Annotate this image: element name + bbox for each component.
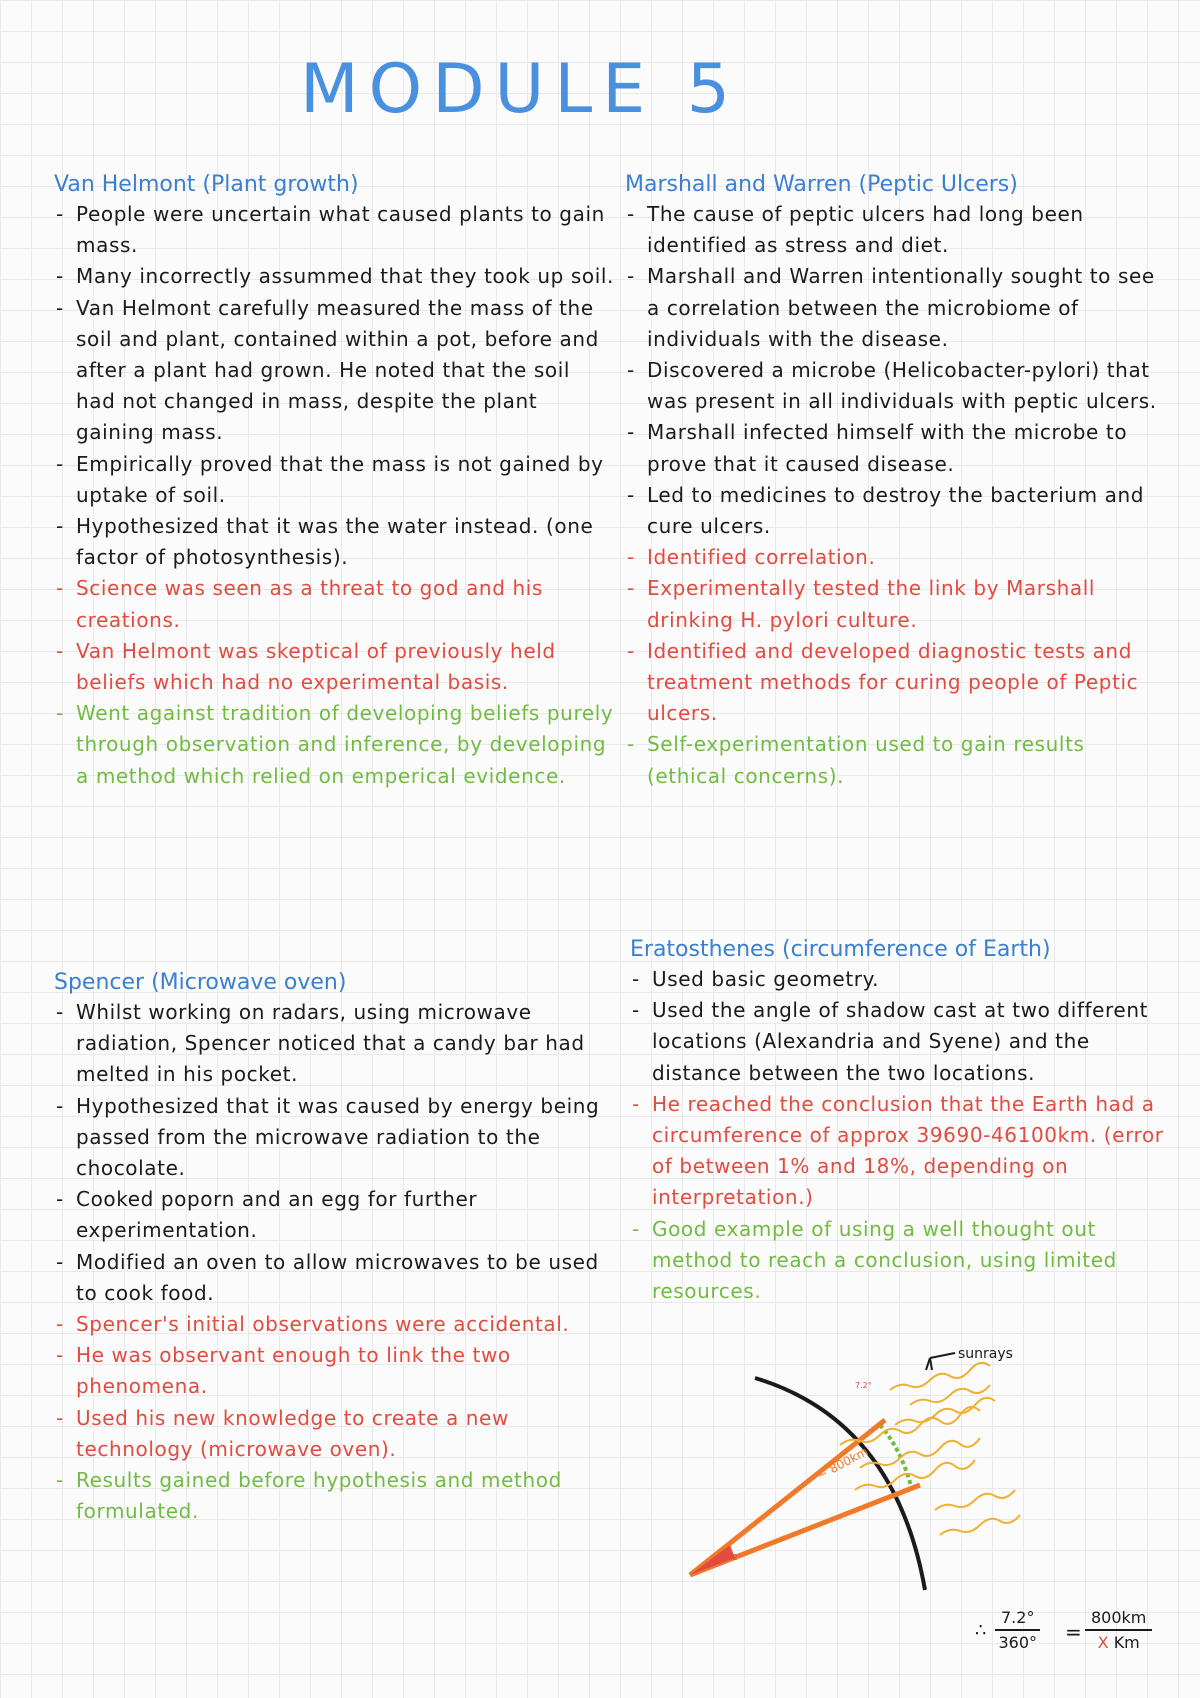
- section-eratosthenes: [630, 937, 1170, 1307]
- fraction-denominator: 360°: [998, 1633, 1037, 1652]
- angle-fraction: [995, 1608, 1040, 1652]
- section-title: Marshall and Warren (Peptic Ulcers): [625, 172, 1018, 197]
- note-evaluation: - He reached the conclusion that the Earth had a circumference of approx 39690-46100km. (error of between 1% and 18%, depending on interpretation.): [630, 1089, 1170, 1214]
- note-evaluation: - Identified correlation.: [625, 542, 1165, 573]
- note-evaluation: - Spencer's initial observations were accidental.: [54, 1309, 614, 1340]
- note: - Cooked poporn and an egg for further experimentation.: [54, 1184, 614, 1246]
- earth-circumference-diagram: [680, 1350, 1060, 1610]
- note: - Whilst working on radars, using microwave radiation, Spencer noticed that a candy bar had melted in his pocket.: [54, 997, 614, 1091]
- page-title: MODULE 5: [300, 50, 741, 129]
- note: - Used the angle of shadow cast at two different locations (Alexandria and Syene) and the distance between the two locations.: [630, 995, 1170, 1089]
- fraction-denominator: [1085, 1631, 1152, 1652]
- note: - Discovered a microbe (Helicobacter-pylori) that was present in all individuals with peptic ulcers.: [625, 355, 1165, 417]
- km-unit: Km: [1113, 1633, 1140, 1652]
- section-spencer: [54, 970, 614, 1527]
- section-marshall-warren: [625, 172, 1165, 792]
- note-evaluation: - Used his new knowledge to create a new technology (microwave oven).: [54, 1403, 614, 1465]
- sunrays-label: sunrays: [958, 1350, 1013, 1362]
- note: - Many incorrectly assummed that they took up soil.: [54, 261, 614, 292]
- note: - Hypothesized that it was caused by energy being passed from the microwave radiation to the chocolate.: [54, 1091, 614, 1185]
- earth-surface-arc: [755, 1378, 925, 1590]
- therefore-symbol: ∴: [975, 1620, 987, 1641]
- section-van-helmont: [54, 172, 614, 792]
- note: - Marshall infected himself with the microbe to prove that it caused disease.: [625, 417, 1165, 479]
- section-title: Van Helmont (Plant growth): [54, 172, 359, 197]
- notes-list: [625, 199, 1165, 792]
- note: - Modified an oven to allow microwaves to be used to cook food.: [54, 1247, 614, 1309]
- note: - Used basic geometry.: [630, 964, 1170, 995]
- notes-list: [54, 997, 614, 1527]
- notes-list: [630, 964, 1170, 1307]
- center-angle-label: 7.2°: [725, 1553, 742, 1562]
- notes-list: [54, 199, 614, 792]
- note-method: - Self-experimentation used to gain results (ethical concerns).: [625, 729, 1165, 791]
- note: - People were uncertain what caused plants to gain mass.: [54, 199, 614, 261]
- fraction-numerator: 7.2°: [995, 1608, 1040, 1631]
- section-title: Spencer (Microwave oven): [54, 970, 347, 995]
- note-evaluation: - Van Helmont was skeptical of previously held beliefs which had no experimental basis.: [54, 636, 614, 698]
- note-evaluation: - Identified and developed diagnostic tests and treatment methods for curing people of Peptic ulcers.: [625, 636, 1165, 730]
- note: - The cause of peptic ulcers had long been identified as stress and diet.: [625, 199, 1165, 261]
- note-method: - Results gained before hypothesis and method formulated.: [54, 1465, 614, 1527]
- note: - Van Helmont carefully measured the mass of the soil and plant, contained within a pot, before and after a plant had grown. He noted that the soil had not changed in mass, despite the plant gaining mass.: [54, 293, 614, 449]
- sunrays-arrow-line: [930, 1353, 955, 1358]
- fraction-numerator: 800km: [1085, 1608, 1152, 1631]
- unknown-x: X: [1097, 1633, 1109, 1652]
- note: - Empirically proved that the mass is not gained by uptake of soil.: [54, 449, 614, 511]
- sunrays-arrow-head: [926, 1358, 932, 1370]
- note-evaluation: - Science was seen as a threat to god and his creations.: [54, 573, 614, 635]
- note-method: - Went against tradition of developing beliefs purely through observation and inference, by developing a method which relied on emperical evidence.: [54, 698, 614, 792]
- note: - Hypothesized that it was the water instead. (one factor of photosynthesis).: [54, 511, 614, 573]
- note: - Led to medicines to destroy the bacterium and cure ulcers.: [625, 480, 1165, 542]
- distance-label: ~ 800km: [814, 1444, 871, 1483]
- note: - Marshall and Warren intentionally sought to see a correlation between the microbiome of individuals with the disease.: [625, 261, 1165, 355]
- distance-fraction: [1085, 1608, 1152, 1652]
- shadow-angle-label: 7.2°: [855, 1381, 872, 1390]
- note-method: - Good example of using a well thought out method to reach a conclusion, using limited resources.: [630, 1214, 1170, 1308]
- radius-line-1: [690, 1420, 885, 1575]
- section-title: Eratosthenes (circumference of Earth): [630, 937, 1051, 962]
- note-evaluation: - He was observant enough to link the two phenomena.: [54, 1340, 614, 1402]
- note-evaluation: - Experimentally tested the link by Marshall drinking H. pylori culture.: [625, 573, 1165, 635]
- equals-sign: =: [1065, 1620, 1082, 1644]
